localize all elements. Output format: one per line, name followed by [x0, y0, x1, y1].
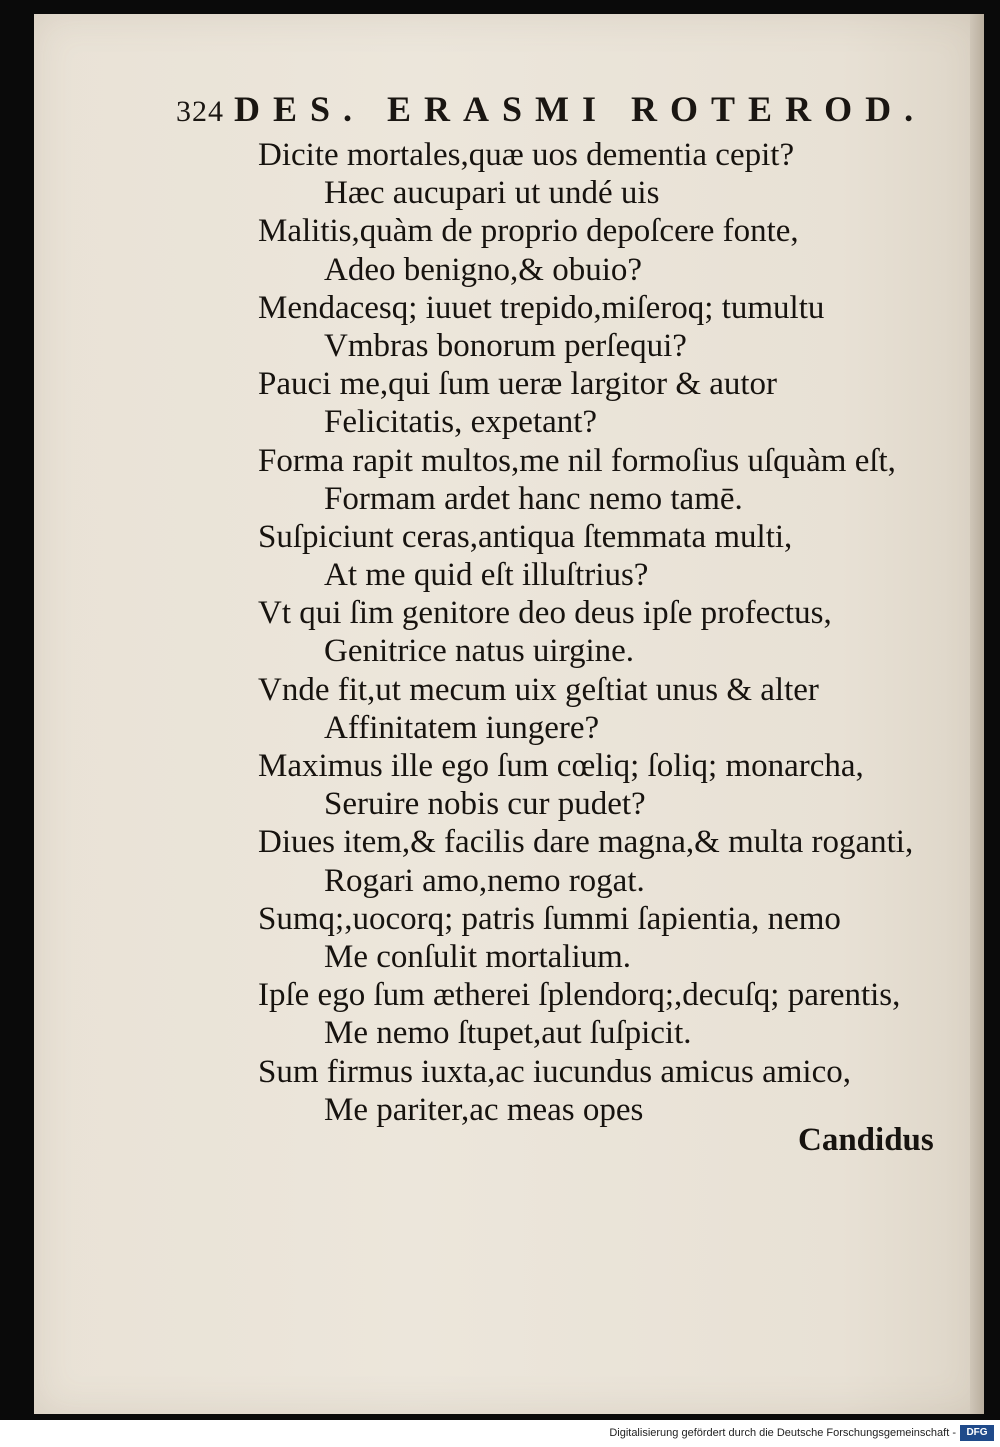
verse-line: Hæc aucupari ut undé uis — [324, 175, 660, 212]
verse-line: Diues item,& facilis dare magna,& multa roganti, — [258, 824, 914, 861]
verse-line: Maximus ille ego ſum cœliq; ſoliq; monarcha, — [258, 748, 864, 784]
verse-line: Forma rapit multos,me nil formoſius uſquàm eſt, — [258, 442, 896, 479]
poem-text — [258, 136, 958, 1129]
verse-line: Dicite mortales,quæ uos dementia cepit? — [258, 137, 795, 173]
catchword: Candidus — [798, 1122, 934, 1158]
verse-line: Malitis,quàm de proprio depoſcere fonte, — [258, 213, 799, 250]
page-number: 324 — [176, 95, 224, 128]
verse-line: Me nemo ſtupet,aut ſuſpicit. — [324, 1015, 692, 1052]
running-title: DES. ERASMI ROTEROD. — [234, 89, 927, 129]
verse-line: Seruire nobis cur pudet? — [324, 786, 646, 823]
verse-line: Rogari amo,nemo rogat. — [324, 862, 645, 899]
verse-line: At me quid eſt illuſtrius? — [324, 557, 649, 594]
verse-line: Vnde fit,ut mecum uix geſtiat unus & alter — [258, 671, 819, 708]
verse-line: Genitrice natus uirgine. — [324, 633, 635, 670]
verse-line: Vt qui ſim genitore deo deus ipſe profectus, — [258, 595, 832, 632]
running-head — [176, 88, 927, 138]
verse-line: Me conſulit mortalium. — [324, 938, 632, 975]
verse-line: Pauci me,qui ſum ueræ largitor & autor — [258, 366, 778, 403]
verse-line: Felicitatis, expetant? — [324, 404, 598, 441]
verse-line: Suſpiciunt ceras,antiqua ſtemmata multi, — [258, 518, 793, 555]
verse-line: Me pariter,ac meas opes — [324, 1091, 644, 1128]
digitization-credit: Digitalisierung gefördert durch die Deutsche Forschungsgemeinschaft - — [609, 1427, 956, 1439]
dfg-logo: DFG — [960, 1425, 994, 1441]
verse-line: Sum firmus iuxta,ac iucundus amicus amico, — [258, 1053, 851, 1090]
page-edge — [970, 14, 984, 1414]
verse-line: Formam ardet hanc nemo tamē. — [324, 480, 743, 517]
verse-line: Ipſe ego ſum ætherei ſplendorq;,decuſq; parentis, — [258, 977, 901, 1014]
verse-line: Sumq;,uocorq; patris ſummi ſapientia, nemo — [258, 900, 841, 937]
verse-line: Vmbras bonorum perſequi? — [324, 327, 687, 364]
verse-line: Mendacesq; iuuet trepido,miſeroq; tumultu — [258, 289, 825, 326]
verse-line: Affinitatem iungere? — [324, 709, 600, 746]
verse-line: Adeo benigno,& obuio? — [324, 251, 643, 288]
